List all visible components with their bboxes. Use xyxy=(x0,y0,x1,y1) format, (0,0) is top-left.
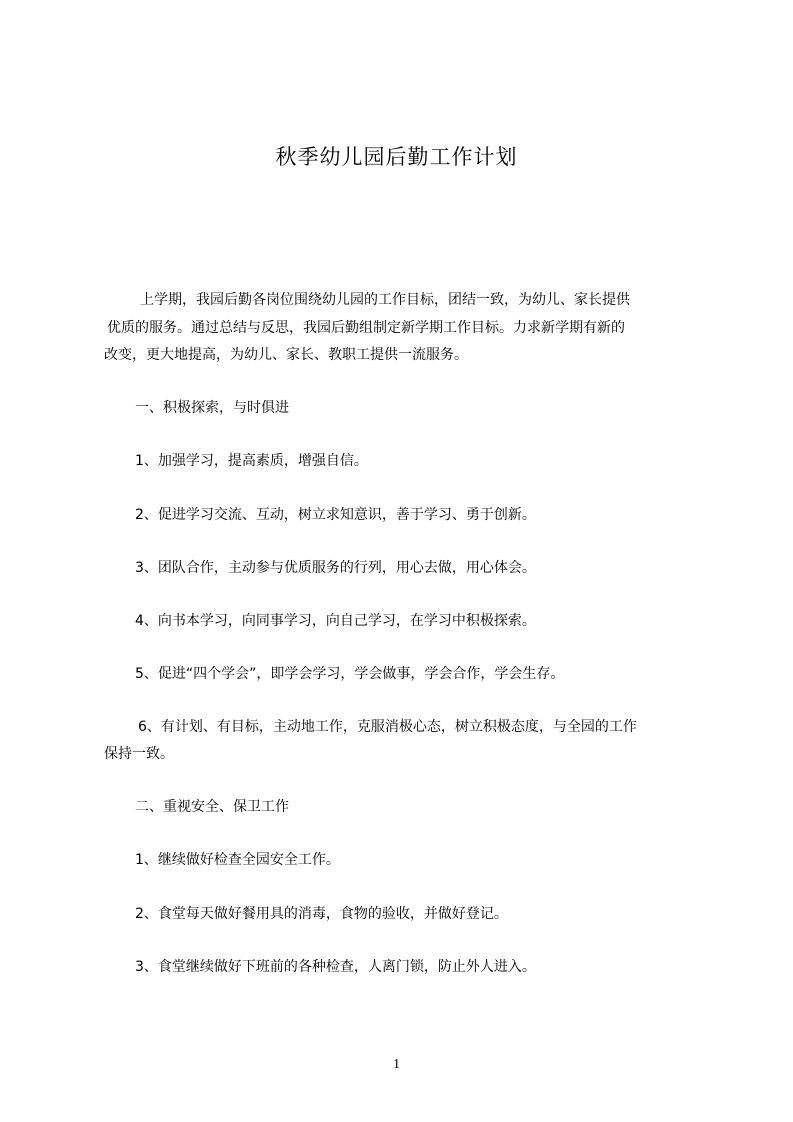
list-item-continuation: 保持一致。 xyxy=(104,746,174,762)
intro-line: 改变，更大地提高，为幼儿、家长、教职工提供一流服务。 xyxy=(104,347,468,363)
list-item: 1、继续做好检查全园安全工作。 xyxy=(135,852,340,868)
section-heading: 二、重视安全、保卫工作 xyxy=(135,799,289,815)
list-item: 2、食堂每天做好餐用具的消毒，食物的验收，并做好登记。 xyxy=(135,906,508,922)
page-number: 1 xyxy=(393,1057,400,1072)
list-item: 3、团队合作，主动参与优质服务的行列，用心去做，用心体会。 xyxy=(135,560,536,576)
intro-line: 上学期，我园后勤各岗位围绕幼儿园的工作目标，团结一致，为幼儿、家长提供 xyxy=(140,292,630,308)
list-item: 2、促进学习交流、互动，树立求知意识，善于学习、勇于创新。 xyxy=(135,507,536,523)
list-item: 1、加强学习，提高素质，增强自信。 xyxy=(135,453,368,469)
list-item: 6、有计划、有目标，主动地工作，克服消极心态，树立积极态度，与全园的工作 xyxy=(138,719,637,735)
page-title: 秋季幼儿园后勤工作计划 xyxy=(275,145,518,169)
list-item: 5、促进“四个学会”，即学会学习，学会做事，学会合作，学会生存。 xyxy=(135,666,565,682)
section-heading: 一、积极探索，与时俱进 xyxy=(135,400,289,416)
list-item: 4、向书本学习，向同事学习，向自己学习，在学习中积极探索。 xyxy=(135,613,536,629)
intro-line: 优质的服务。通过总结与反思，我园后勤组制定新学期工作目标。力求新学期有新的 xyxy=(107,320,625,336)
list-item: 3、食堂继续做好下班前的各种检查，人离门锁，防止外人进入。 xyxy=(135,959,536,975)
